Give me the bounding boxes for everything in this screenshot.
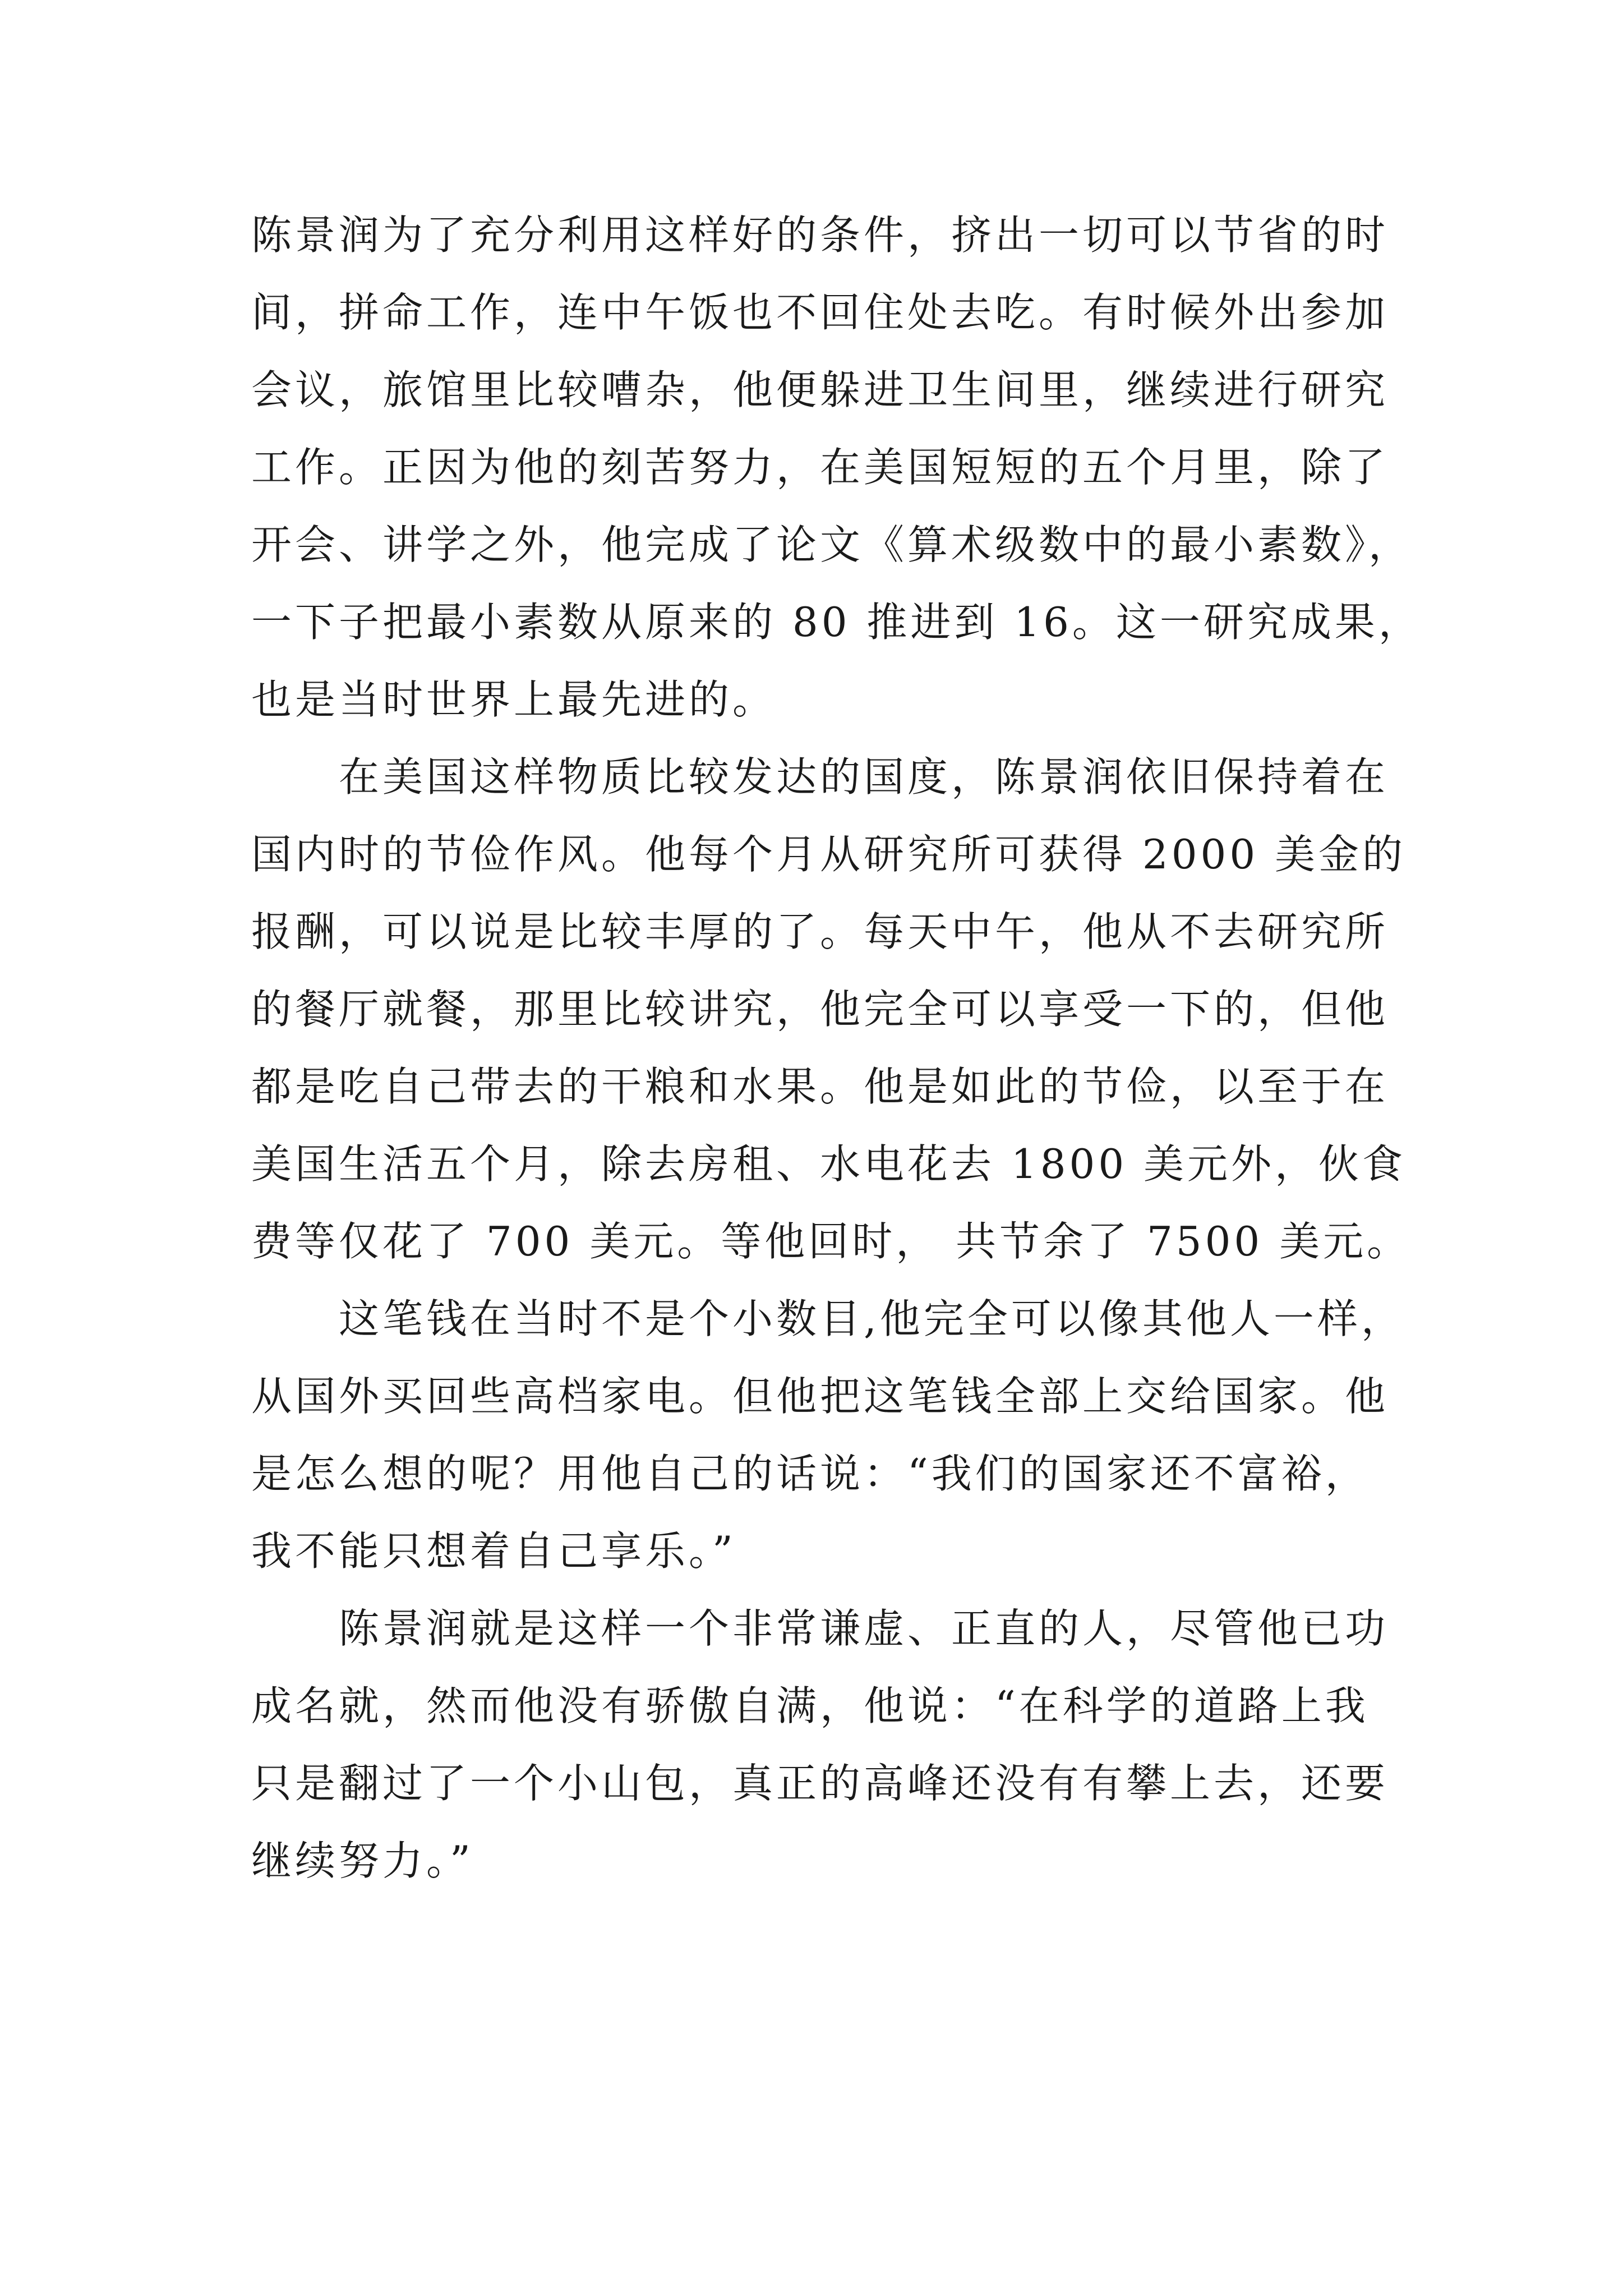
paragraph-first-line: 陈景润就是这样一个非常谦虚、正直的人，尽管他已功 xyxy=(339,1605,1389,1652)
text-line: 只是翻过了一个小山包，真正的高峰还没有有攀上去，还要 xyxy=(251,1760,1389,1807)
text-line: 会议，旅馆里比较嘈杂，他便躲进卫生间里，继续进行研究 xyxy=(251,366,1389,413)
text-line: 我不能只想着自己享乐。” xyxy=(251,1527,736,1575)
text-line: 报酬，可以说是比较丰厚的了。每天中午，他从不去研究所 xyxy=(251,908,1389,955)
text-line: 国内时的节俭作风。他每个月从研究所可获得 2000 美金的 xyxy=(251,831,1407,878)
text-line: 工作。正因为他的刻苦努力，在美国短短的五个月里，除了 xyxy=(251,444,1389,491)
text-line: 开会、讲学之外，他完成了论文《算术级数中的最小素数》， xyxy=(251,521,1413,568)
text-line: 费等仅花了 700 美元。等他回时， 共节余了 7500 美元。 xyxy=(251,1218,1411,1265)
body-text xyxy=(251,196,1422,1899)
text-line: 成名就，然而他没有骄傲自满，他说：“在科学的道路上我 xyxy=(251,1682,1369,1729)
text-line: 是怎么想的呢？用他自己的话说：“我们的国家还不富裕， xyxy=(251,1450,1369,1497)
paragraph-first-line: 这笔钱在当时不是个小数目,他完全可以像其他人一样， xyxy=(339,1295,1405,1342)
text-line: 的餐厅就餐，那里比较讲究，他完全可以享受一下的，但他 xyxy=(251,986,1389,1033)
text-line: 陈景润为了充分利用这样好的条件，挤出一切可以节省的时 xyxy=(251,211,1389,259)
text-line: 从国外买回些高档家电。但他把这笔钱全部上交给国家。他 xyxy=(251,1373,1389,1420)
text-line: 一下子把最小素数从原来的 80 推进到 16。这一研究成果， xyxy=(251,599,1422,646)
text-line: 美国生活五个月，除去房租、水电花去 1800 美元外，伙食 xyxy=(251,1140,1407,1188)
text-line: 也是当时世界上最先进的。 xyxy=(251,676,777,723)
paragraph-first-line: 在美国这样物质比较发达的国度，陈景润依旧保持着在 xyxy=(339,753,1389,800)
text-line: 都是吃自己带去的干粮和水果。他是如此的节俭，以至于在 xyxy=(251,1063,1389,1110)
text-line: 继续努力。” xyxy=(251,1837,474,1884)
text-line: 间，拼命工作，连中午饭也不回住处去吃。有时候外出参加 xyxy=(251,289,1389,336)
